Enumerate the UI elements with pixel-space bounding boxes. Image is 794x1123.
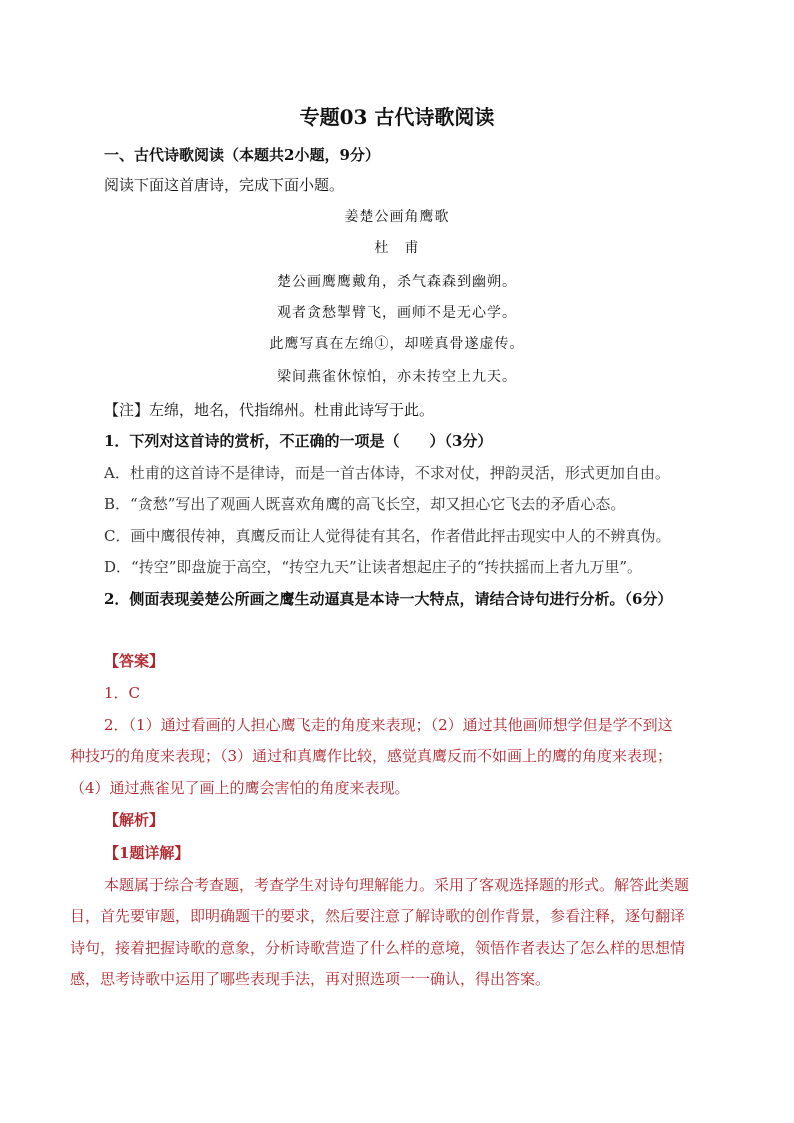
question-1-option-c: C．画中鹰很传神，真鹰反而让人觉得徒有其名，作者借此抨击现实中人的不辨真伪。 — [104, 527, 671, 545]
question-2-stem: 2．侧面表现姜楚公所画之鹰生动逼真是本诗一大特点，请结合诗句进行分析。（6分） — [104, 590, 673, 608]
answer-2-line: （4）通过燕雀见了画上的鹰会害怕的角度来表现。 — [70, 779, 410, 797]
question-1-option-d: D．“抟空”即盘旋于高空，“抟空九天”让读者想起庄子的“抟扶摇而上者九万里”。 — [104, 558, 643, 576]
answer-2-line: 种技巧的角度来表现；（3）通过和真鹰作比较，感觉真鹰反而不如画上的鹰的角度来表现； — [70, 747, 673, 765]
poem-line: 此鹰写真在左绵①，却嗟真骨遂虚传。 — [269, 336, 525, 352]
poem-line: 楚公画鹰鹰戴角，杀气森森到幽朔。 — [277, 274, 517, 290]
poem-title: 姜楚公画角鹰歌 — [344, 209, 450, 225]
instruction: 阅读下面这首唐诗，完成下面小题。 — [104, 176, 345, 194]
analysis-text-line: 目，首先要审题，即明确题干的要求，然后要注意了解诗歌的创作背景，参看注释，逐句翻译 — [70, 907, 686, 925]
analysis-sub-label: 【1题详解】 — [104, 844, 190, 862]
analysis-text-line: 诗句，接着把握诗歌的意象，分析诗歌营造了什么样的意境，领悟作者表达了怎么样的思想情 — [70, 939, 686, 957]
section-heading: 一、古代诗歌阅读（本题共2小题，9分） — [104, 146, 380, 164]
answer-2-line: 2．（1）通过看画的人担心鹰飞走的角度来表现；（2）通过其他画师想学但是学不到这 — [104, 716, 673, 734]
answer-label: 【答案】 — [104, 652, 165, 670]
poem-line: 观者贪愁掣臂飞，画师不是无心学。 — [277, 305, 517, 321]
poem-note: 【注】左绵，地名，代指绵州。杜甫此诗写于此。 — [104, 401, 435, 419]
analysis-text-line: 感，思考诗歌中运用了哪些表现手法，再对照选项一一确认，得出答案。 — [70, 970, 551, 988]
question-1-option-a: A．杜甫的这首诗不是律诗，而是一首古体诗，不求对仗，押韵灵活，形式更加自由。 — [104, 464, 670, 482]
answer-1: 1．C — [104, 684, 141, 702]
poem-line: 梁间燕雀休惊怕，亦未抟空上九天。 — [277, 369, 517, 385]
analysis-text-line: 本题属于综合考查题，考查学生对诗句理解能力。采用了客观选择题的形式。解答此类题 — [104, 876, 690, 894]
question-1-option-b: B．“贪愁”写出了观画人既喜欢角鹰的高飞长空，却又担心它飞去的矛盾心态。 — [104, 495, 626, 513]
analysis-label: 【解析】 — [104, 811, 165, 829]
poem-author: 杜 甫 — [374, 240, 420, 256]
question-1-stem: 1．下列对这首诗的赏析，不正确的一项是（ ）（3分） — [104, 432, 493, 450]
page-title: 专题03 古代诗歌阅读 — [299, 105, 495, 129]
